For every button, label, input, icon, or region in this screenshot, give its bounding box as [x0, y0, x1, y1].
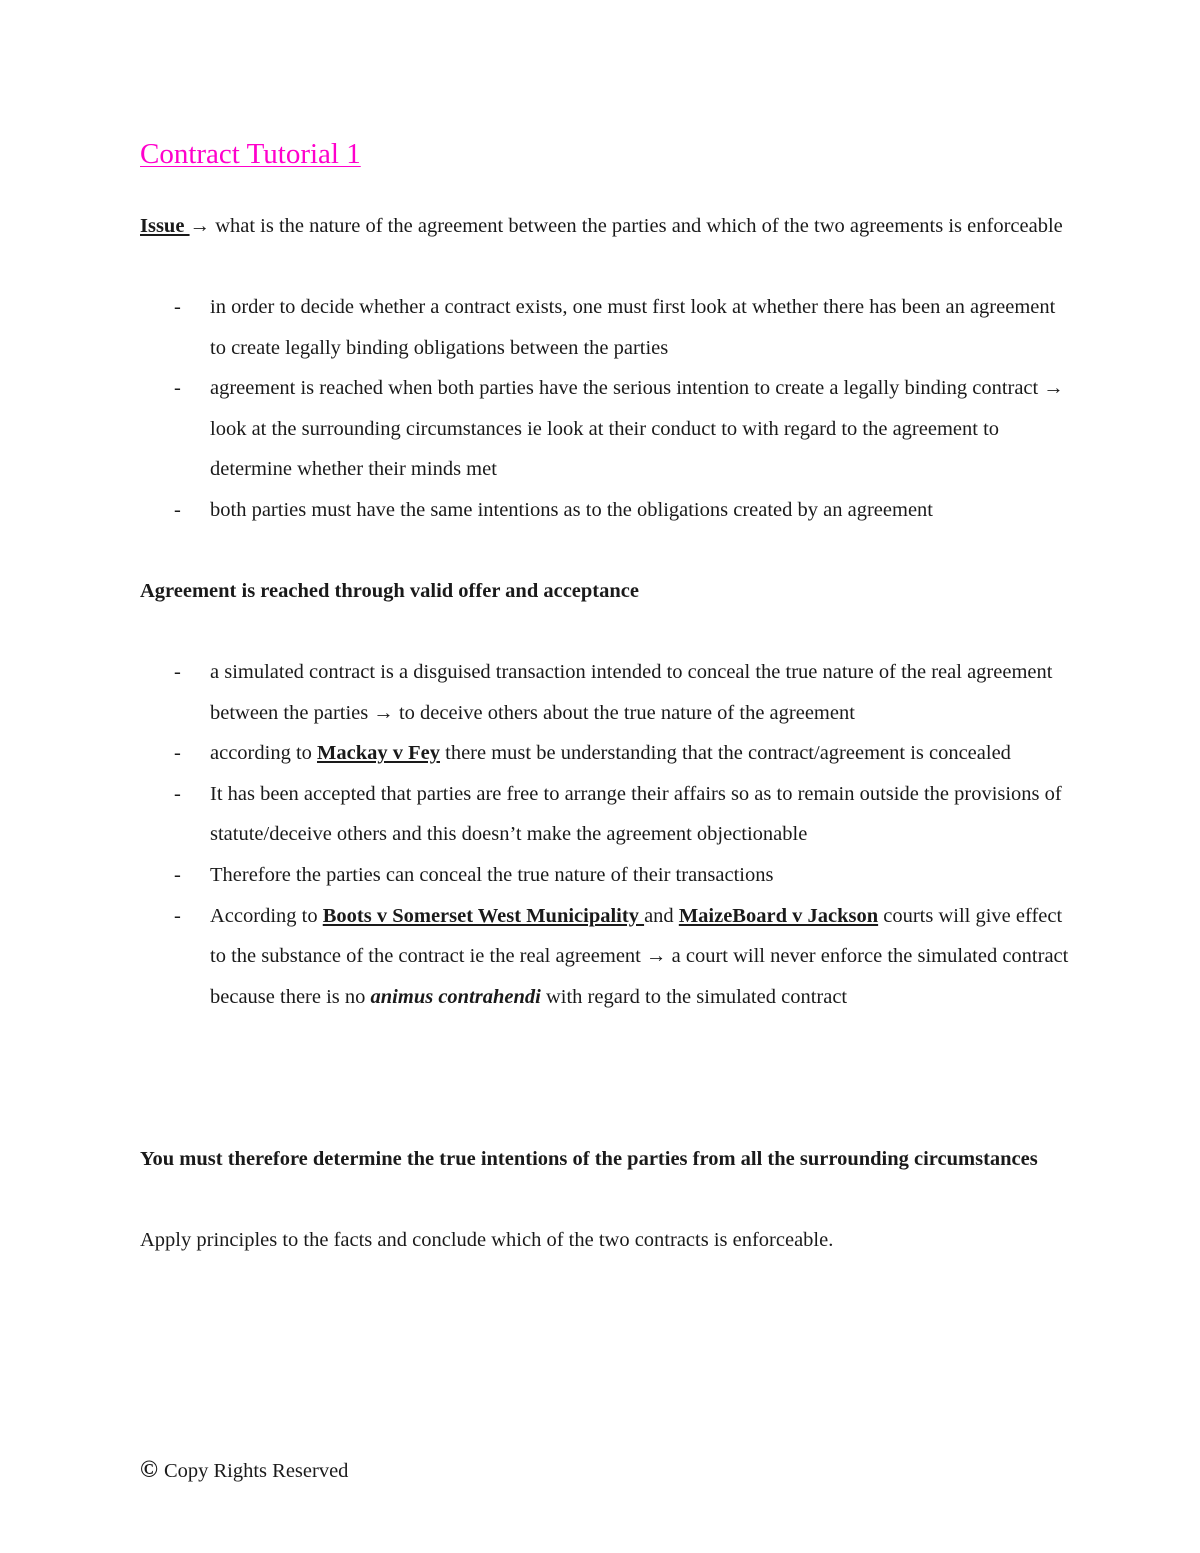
conclusion-paragraph: You must therefore determine the true intentions of the parties from all the surrounding circumstances [140, 1148, 1038, 1170]
issue-points-list [140, 287, 1070, 531]
list-item [140, 652, 1070, 733]
issue-label: Issue [140, 215, 190, 237]
list-item [140, 774, 1070, 855]
copyright-footer [140, 1450, 348, 1491]
simulated-contract-points-list [140, 652, 1070, 1017]
list-item-text: with regard to the simulated contract [540, 985, 848, 1008]
dash-bullet: - [174, 661, 181, 683]
issue-paragraph [140, 206, 1070, 247]
list-item-text: According to [210, 904, 323, 927]
case-citation-maizeboard: MaizeBoard v Jackson [678, 904, 879, 927]
list-item-text: according to [210, 742, 318, 765]
case-citation-boots: Boots v Somerset West Municipality [322, 904, 645, 927]
dash-bullet: - [174, 742, 181, 765]
copyright-icon: © [140, 1457, 158, 1483]
case-citation-mackay: Mackay v Fey [317, 742, 440, 765]
apply-paragraph: Apply principles to the facts and conclude which of the two contracts is enforceable. [140, 1229, 834, 1251]
list-item [140, 733, 1070, 774]
list-item-text: Therefore the parties can conceal the true nature of their transactions [210, 863, 774, 886]
copyright-text: Copy Rights Reserved [163, 1460, 349, 1482]
dash-bullet: - [174, 863, 181, 886]
list-item-text: It has been accepted that parties are free to arrange their affairs so as to remain outside the provisions of statute/deceive others and this doesn’t make the agreement objectionable [210, 782, 1062, 846]
issue-text: → what is the nature of the agreement between the parties and which of the two agreements is enforceable [189, 215, 1063, 237]
list-item [140, 855, 1070, 896]
list-item-text: a simulated contract is a disguised transaction intended to conceal the true nature of the real agreement between the parties → to deceive others about the true nature of the agreement [210, 661, 1053, 724]
list-item-text: there must be understanding that the contract/agreement is concealed [440, 742, 1011, 765]
list-item [140, 896, 1070, 1018]
dash-bullet: - [174, 782, 181, 805]
section-heading: Agreement is reached through valid offer and acceptance [140, 580, 639, 602]
list-item [140, 490, 1070, 531]
list-item-text: in order to decide whether a contract exists, one must first look at whether there has been an agreement to create legally binding obligations between the parties [210, 296, 1056, 359]
dash-bullet: - [174, 498, 181, 521]
document-title: Contract Tutorial 1 [140, 138, 361, 170]
list-item-text: both parties must have the same intentions as to the obligations created by an agreement [210, 498, 933, 521]
list-item-text: courts will give effect to the substance of the contract ie the real agreement → a court will never enforce the simulated contract because there is no [210, 904, 1069, 1008]
list-item [140, 368, 1070, 490]
list-item-text: agreement is reached when both parties have the serious intention to create a legally binding contract → look at the surrounding circumstances ie look at their conduct to with regard to the agreement to determine whether their minds met [210, 377, 1064, 481]
latin-term: animus contrahendi [370, 985, 541, 1008]
dash-bullet: - [174, 904, 181, 927]
dash-bullet: - [174, 377, 181, 400]
list-item [140, 287, 1070, 368]
list-item-text: and [644, 904, 679, 927]
dash-bullet: - [174, 296, 181, 318]
